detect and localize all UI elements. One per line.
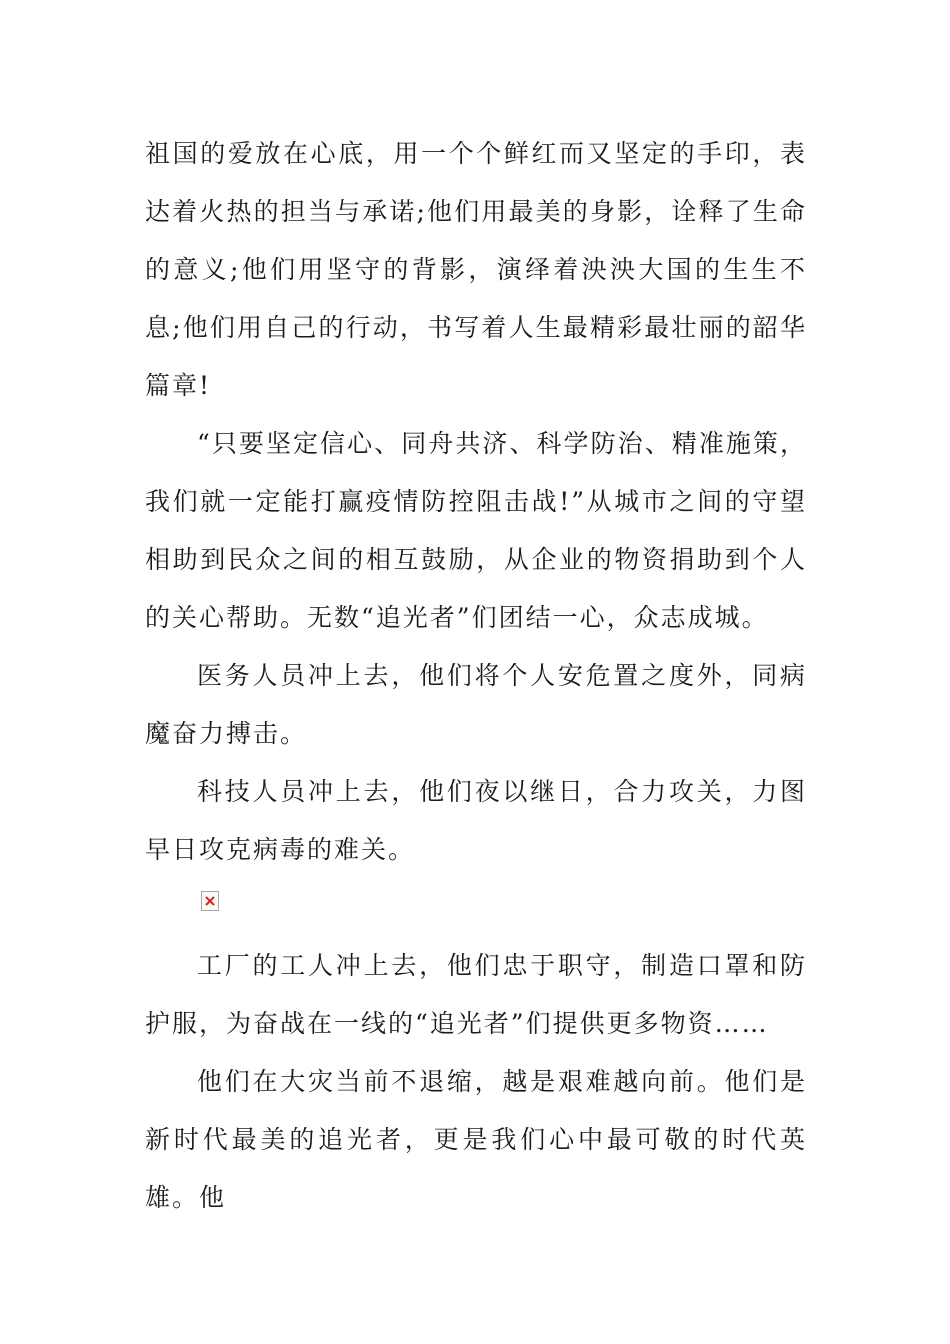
paragraph-2: “只要坚定信心、同舟共济、科学防治、精准施策，我们就一定能打赢疫情防控阻击战!”从城市之间的守望相助到民众之间的相互鼓励，从企业的物资捐助到个人的关心帮助。无数“追光者”们团结一心，众志成城。 xyxy=(145,429,807,632)
paragraph-3: 医务人员冲上去，他们将个人安危置之度外，同病魔奋力搏击。 xyxy=(145,661,807,748)
paragraph-1: 祖国的爱放在心底，用一个个鲜红而又坚定的手印，表达着火热的担当与承诺;他们用最美的身影，诠释了生命的意义;他们用坚守的背影，演绎着泱泱大国的生生不息;他们用自己的行动，书写着人生最精彩最壮丽的韶华篇章! xyxy=(145,139,807,400)
broken-image-x-icon xyxy=(205,895,215,907)
paragraph-5: 工厂的工人冲上去，他们忠于职守，制造口罩和防护服，为奋战在一线的“追光者”们提供更多物资…… xyxy=(145,951,807,1038)
paragraph-6: 他们在大灾当前不退缩，越是艰难越向前。他们是新时代最美的追光者，更是我们心中最可敬的时代英雄。他 xyxy=(145,1067,807,1212)
broken-image-icon xyxy=(201,891,219,911)
paragraph-4: 科技人员冲上去，他们夜以继日，合力攻关，力图早日攻克病毒的难关。 xyxy=(145,777,807,864)
document-body xyxy=(145,125,807,1227)
